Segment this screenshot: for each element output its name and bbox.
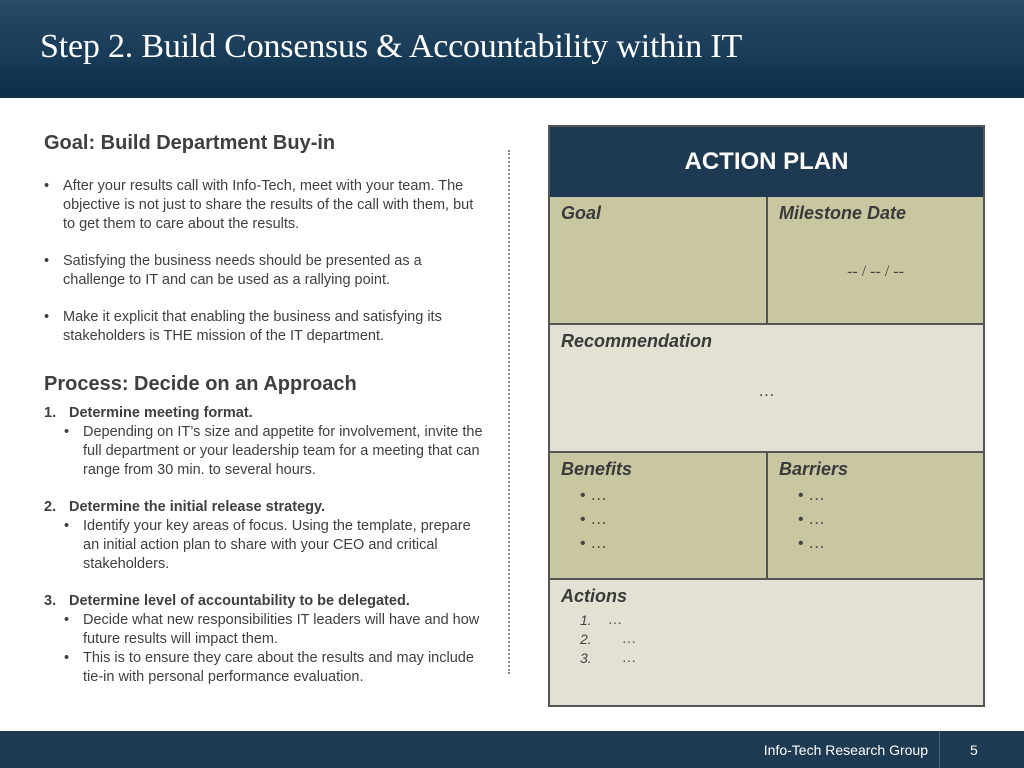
goal-cell bbox=[550, 197, 768, 325]
step-title: Determine meeting format. bbox=[69, 405, 253, 421]
process-step bbox=[44, 404, 484, 480]
recommendation-value: … bbox=[758, 383, 775, 400]
footer-bar bbox=[0, 731, 1024, 768]
barriers-cell bbox=[768, 453, 983, 580]
actions-label: Actions bbox=[561, 586, 628, 606]
process-step bbox=[44, 498, 484, 574]
step-number: 1. bbox=[44, 405, 57, 421]
goal-label: Goal bbox=[561, 203, 602, 223]
list-item: 1. … bbox=[580, 612, 622, 628]
list-item: • … bbox=[798, 535, 825, 552]
dotted-divider bbox=[508, 150, 510, 674]
goal-bullets bbox=[44, 177, 484, 346]
title-bar bbox=[0, 0, 1024, 98]
benefits-label: Benefits bbox=[561, 459, 633, 479]
step-number: 3. bbox=[44, 593, 57, 609]
benefits-list bbox=[580, 484, 607, 556]
page-title: Step 2. Build Consensus & Accountability within IT bbox=[40, 28, 743, 65]
step-sub-bullet: • Decide what new responsibilities IT leaders will have and how future results will impact them. bbox=[64, 612, 480, 647]
process-step bbox=[44, 592, 484, 687]
list-item: 3. … bbox=[580, 650, 636, 666]
step-sub-bullet: • This is to ensure they care about the results and may include tie-in with personal performance evaluation. bbox=[64, 650, 474, 685]
list-item: • … bbox=[798, 487, 825, 504]
list-item: • … bbox=[798, 511, 825, 528]
list-item: 2. … bbox=[580, 631, 636, 647]
step-sub-bullet: • Depending on IT’s size and appetite for involvement, invite the full department or your leadership team for a meeting that can range from 30 min. to several hours. bbox=[64, 424, 483, 478]
left-column bbox=[44, 132, 484, 687]
action-plan-table bbox=[548, 125, 985, 707]
list-item: • … bbox=[580, 511, 607, 528]
step-number: 2. bbox=[44, 499, 57, 515]
goal-bullet: • Satisfying the business needs should be presented as a challenge to IT and can be used as a rallying point. bbox=[44, 253, 422, 288]
goal-heading: Goal: Build Department Buy-in bbox=[44, 132, 336, 154]
list-item: • … bbox=[580, 535, 607, 552]
action-plan-title: ACTION PLAN bbox=[550, 127, 983, 197]
goal-bullet: • Make it explicit that enabling the business and satisfying its stakeholders is THE mission of the IT department. bbox=[44, 309, 442, 344]
process-heading: Process: Decide on an Approach bbox=[44, 373, 357, 395]
step-sub-bullet: • Identify your key areas of focus. Using the template, prepare an initial action plan to share with your CEO and critical stakeholders. bbox=[64, 518, 471, 572]
footer-separator bbox=[939, 731, 940, 768]
goal-bullet: • After your results call with Info-Tech, meet with your team. The objective is not just to share the results of the call with them, but to get them to care about the results. bbox=[44, 178, 474, 232]
barriers-list bbox=[798, 484, 825, 556]
page-number: 5 bbox=[970, 742, 978, 758]
barriers-label: Barriers bbox=[779, 459, 849, 479]
step-title: Determine level of accountability to be delegated. bbox=[69, 593, 410, 609]
actions-cell bbox=[550, 580, 983, 705]
list-item: • … bbox=[580, 487, 607, 504]
milestone-date: -- / -- / -- bbox=[847, 263, 904, 280]
milestone-cell bbox=[768, 197, 983, 325]
milestone-label: Milestone Date bbox=[779, 203, 907, 223]
actions-list bbox=[580, 611, 636, 668]
recommendation-label: Recommendation bbox=[561, 331, 713, 351]
benefits-cell bbox=[550, 453, 768, 580]
step-title: Determine the initial release strategy. bbox=[69, 499, 326, 515]
footer-org-name: Info-Tech Research Group bbox=[763, 742, 928, 758]
recommendation-cell bbox=[550, 325, 983, 453]
